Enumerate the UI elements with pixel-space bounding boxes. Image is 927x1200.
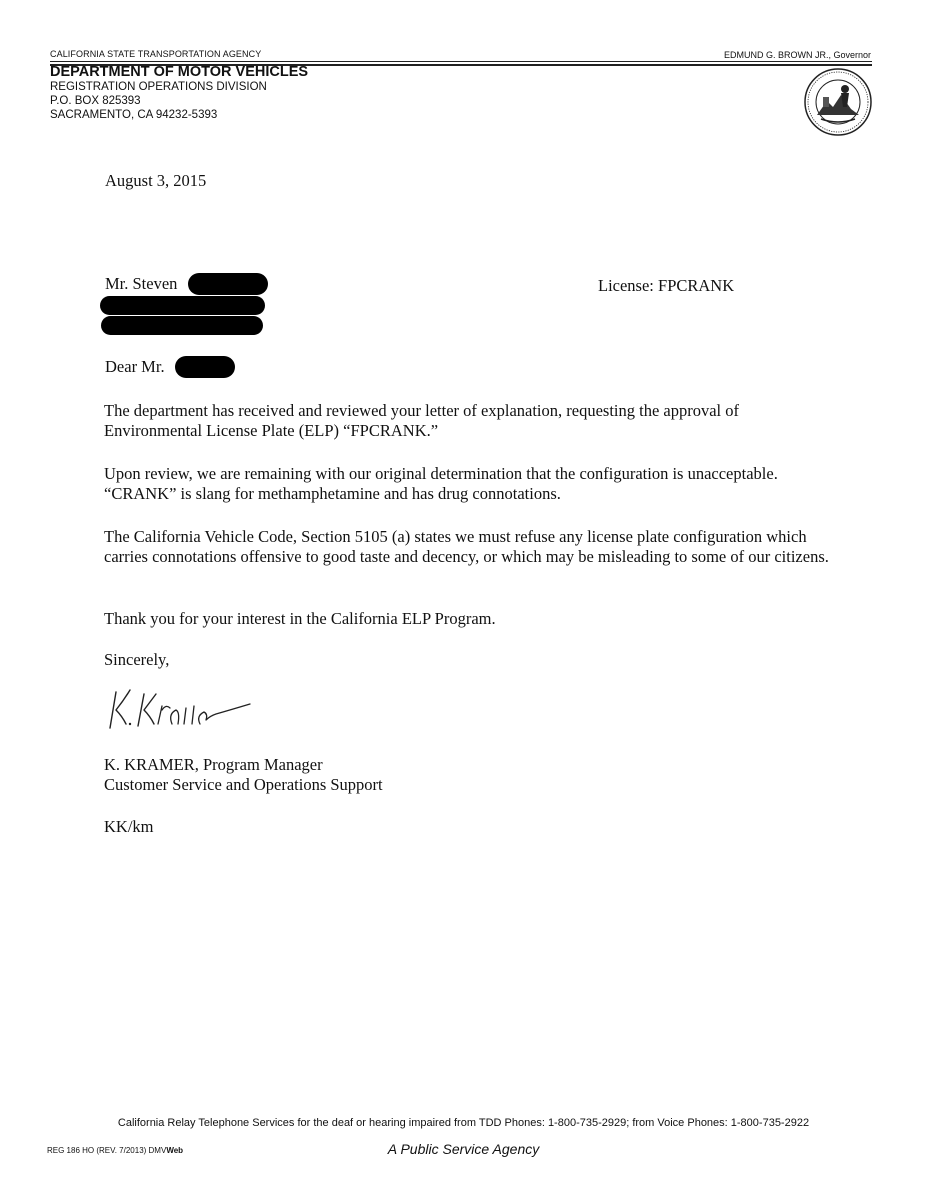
form-code-suffix: Web bbox=[166, 1146, 184, 1155]
governor-name: EDMUND G. BROWN JR., Governor bbox=[723, 50, 871, 60]
redaction-surname bbox=[188, 273, 268, 295]
signer-department: Customer Service and Operations Support bbox=[104, 775, 383, 794]
reference-initials: KK/km bbox=[104, 817, 154, 836]
relay-service-notice: California Relay Telephone Services for the deaf or hearing impaired from TDD Phones: 1-800-735-2929; from Voice Phones: 1-800-735-2922 bbox=[117, 1117, 810, 1129]
department-name: DEPARTMENT OF MOTOR VEHICLES bbox=[50, 64, 309, 80]
form-code-text: REG 186 HO (REV. 7/2013) DMV bbox=[47, 1146, 167, 1155]
redaction-greeting-surname bbox=[175, 356, 235, 378]
signer-name-title: K. KRAMER, Program Manager bbox=[104, 755, 323, 774]
agency-name: CALIFORNIA STATE TRANSPORTATION AGENCY bbox=[50, 49, 262, 59]
recipient-name: Mr. Steven bbox=[105, 274, 178, 293]
paragraph-review-received: The department has received and reviewed your letter of explanation, requesting the approval of Environmental License Plate (ELP) “FPCRANK.” bbox=[104, 401, 739, 440]
redaction-address-line-1 bbox=[100, 296, 265, 315]
handwritten-signature bbox=[100, 680, 270, 735]
license-reference: License: FPCRANK bbox=[598, 276, 735, 295]
public-service-tagline: A Public Service Agency bbox=[387, 1141, 540, 1157]
address-line-city: SACRAMENTO, CA 94232-5393 bbox=[50, 109, 218, 121]
paragraph-vehicle-code: The California Vehicle Code, Section 5105 (a) states we must refuse any license plate configuration which carries connotations offensive to good taste and decency, or which may be misleading to some of our citizens. bbox=[104, 527, 829, 566]
paragraph-thank-you: Thank you for your interest in the California ELP Program. bbox=[104, 609, 496, 628]
salutation: Dear Mr. bbox=[105, 357, 165, 376]
closing: Sincerely, bbox=[104, 650, 170, 669]
address-line-pobox: P.O. BOX 825393 bbox=[50, 95, 141, 107]
california-seal-icon bbox=[803, 67, 873, 137]
redaction-address-line-2 bbox=[101, 316, 263, 335]
paragraph-determination: Upon review, we are remaining with our original determination that the configuration is unacceptable. “CRANK” is slang for methamphetamine and has drug connotations. bbox=[104, 464, 778, 503]
header-rule-thin bbox=[50, 61, 872, 62]
letter-date: August 3, 2015 bbox=[105, 171, 207, 190]
address-line-division: REGISTRATION OPERATIONS DIVISION bbox=[50, 81, 267, 93]
